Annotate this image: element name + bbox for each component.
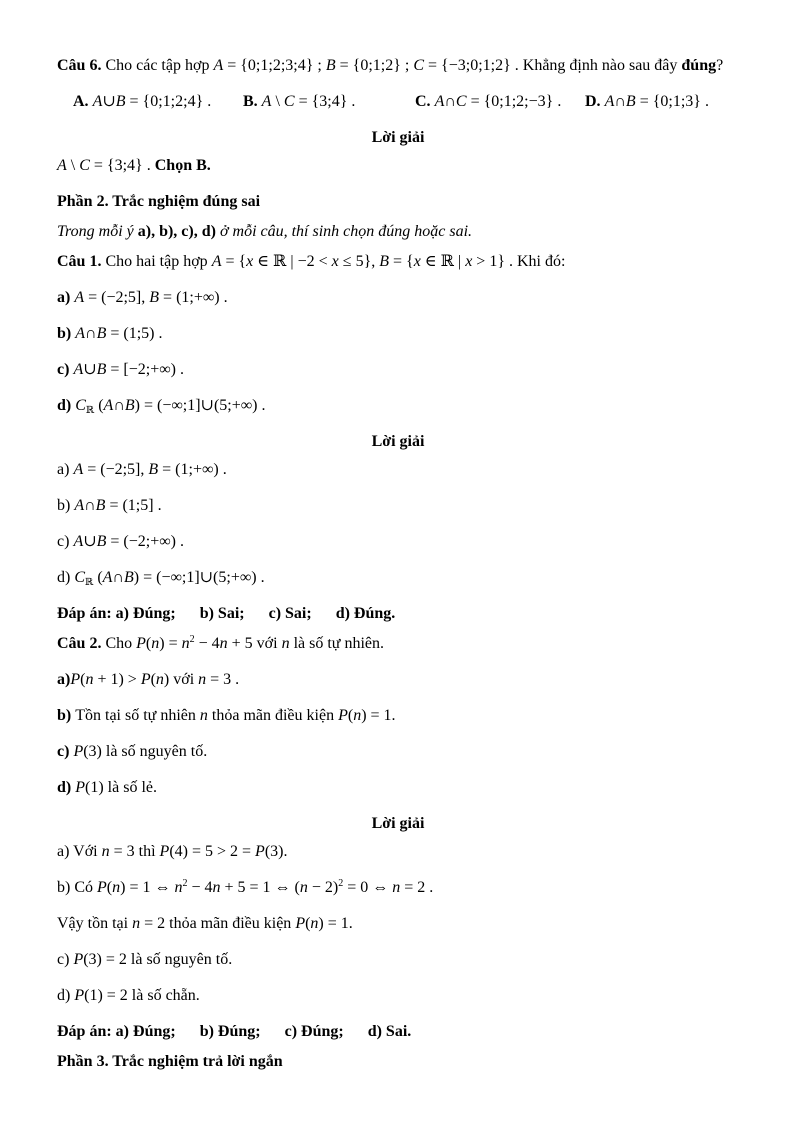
text-segment: A: [434, 93, 445, 110]
part2-heading: [57, 190, 739, 213]
text-segment: n: [212, 879, 221, 896]
text-segment: P: [338, 707, 348, 724]
text-segment: n: [310, 915, 319, 932]
text-segment: = {0;1;2;−3} .: [466, 93, 562, 110]
cau6-solution: [57, 154, 739, 177]
text-segment: đúng: [681, 57, 717, 74]
text-segment: d) Sai.: [367, 1023, 412, 1040]
text-segment: (: [347, 707, 354, 724]
text-segment: A: [75, 325, 86, 342]
cau2-solution-c: [57, 948, 739, 971]
text-segment: d): [57, 987, 75, 1004]
cau2-statement-c: [57, 740, 739, 763]
text-segment: ) = 1.: [361, 707, 396, 724]
text-segment: P: [70, 671, 81, 688]
cau2-statement-a: [57, 668, 739, 691]
text-segment: a): [57, 289, 75, 306]
text-segment: P: [75, 779, 86, 796]
text-segment: Câu 1.: [57, 253, 102, 270]
text-segment: n: [112, 879, 121, 896]
text-segment: C: [75, 397, 86, 414]
text-segment: Phần 3. Trắc nghiệm trả lời ngắn: [57, 1053, 283, 1070]
cau1-solution-d: [57, 566, 739, 589]
text-segment: Cho hai tập hợp: [101, 253, 212, 270]
cau6-question: [57, 54, 739, 77]
text-segment: P: [73, 951, 84, 968]
text-segment: A: [261, 93, 272, 110]
text-segment: (: [93, 569, 103, 586]
cau1-solution-b: [57, 494, 739, 517]
text-segment: B: [325, 57, 336, 74]
text-segment: a): [57, 461, 74, 478]
cau2-statement-b: [57, 704, 739, 727]
cau2-statement-d: [57, 776, 739, 799]
text-segment: = {3;4} .: [294, 93, 356, 110]
text-segment: A: [103, 397, 114, 414]
text-segment: = (−2;+∞) .: [106, 533, 184, 550]
text-segment: (4) = 5 > 2 =: [169, 843, 256, 860]
subscript: ℝ: [85, 577, 94, 588]
text-segment: = 2 thỏa mãn điều kiện: [140, 915, 296, 932]
text-segment: ∩: [113, 397, 125, 414]
text-segment: C: [283, 93, 295, 110]
text-segment: C: [79, 157, 90, 174]
text-segment: = {0;1;2;4} .: [125, 93, 212, 110]
text-segment: ∪: [83, 533, 97, 550]
text-segment: C: [413, 57, 425, 74]
text-segment: b): [57, 707, 76, 724]
text-segment: (3) = 2 là số nguyên tố.: [83, 951, 233, 968]
text-segment: b): [57, 497, 75, 514]
text-segment: = 2 .: [400, 879, 434, 896]
text-segment: n: [353, 707, 362, 724]
text-segment: = (1;5) .: [106, 325, 163, 342]
text-segment: ∩: [85, 325, 97, 342]
text-segment: d): [57, 779, 76, 796]
document-content: [57, 54, 739, 1073]
text-segment: B: [148, 461, 159, 478]
text-segment: ≤ 5},: [338, 253, 380, 270]
cau1-statement-b: [57, 322, 739, 345]
text-segment: (: [94, 397, 104, 414]
text-segment: là số lẻ.: [103, 779, 157, 796]
text-segment: B: [124, 397, 135, 414]
text-segment: A: [73, 533, 84, 550]
text-segment: = 3 .: [206, 671, 240, 688]
text-segment: x: [413, 253, 421, 270]
text-segment: thỏa mãn điều kiện: [207, 707, 339, 724]
text-segment: ở mỗi câu, thí sinh chọn đúng hoặc sai.: [215, 223, 473, 240]
text-segment: c) Sai;: [268, 605, 312, 622]
superscript: 2: [182, 878, 188, 889]
text-segment: ) = (−∞;1]∪(5;+∞) .: [134, 397, 266, 414]
text-segment: Câu 6.: [57, 57, 102, 74]
answer-option: [243, 90, 415, 113]
text-segment: c): [57, 361, 74, 378]
text-segment: = (1;+∞) .: [158, 461, 227, 478]
text-segment: \: [271, 93, 284, 110]
text-segment: A: [213, 57, 224, 74]
text-segment: (: [106, 879, 113, 896]
text-segment: P: [140, 671, 151, 688]
text-segment: ∩: [444, 93, 456, 110]
superscript: 2: [189, 634, 195, 645]
text-segment: B.: [243, 93, 262, 110]
text-segment: n: [155, 671, 164, 688]
text-segment: A: [211, 253, 222, 270]
cau2-solution-b: [57, 876, 739, 899]
text-segment: P: [136, 635, 146, 652]
text-segment: + 5 với: [227, 635, 282, 652]
text-segment: B: [379, 253, 390, 270]
text-segment: n: [101, 843, 110, 860]
text-segment: = {0;1;2;3;4}: [223, 57, 314, 74]
text-segment: ?: [716, 57, 724, 74]
text-segment: c) Đúng;: [284, 1023, 344, 1040]
text-segment: n: [181, 635, 190, 652]
text-segment: B: [95, 497, 106, 514]
text-segment: + 1) >: [93, 671, 141, 688]
text-segment: = {0;1;3} .: [635, 93, 709, 110]
text-segment: c): [57, 743, 74, 760]
answer-option: [415, 90, 585, 113]
part3-heading: [57, 1050, 739, 1073]
text-segment: ∈ ℝ | −2 <: [253, 253, 332, 270]
text-segment: b) Đúng;: [199, 1023, 261, 1040]
text-segment: ;: [400, 57, 414, 74]
text-segment: P: [97, 879, 107, 896]
text-segment: n: [219, 635, 228, 652]
cau2-answer: [57, 1020, 739, 1043]
text-segment: Chọn B.: [154, 157, 211, 174]
text-segment: b) Sai;: [199, 605, 245, 622]
text-segment: − 4: [187, 879, 213, 896]
cau1-answer: [57, 602, 739, 625]
text-segment: (3).: [264, 843, 288, 860]
text-segment: ∩: [84, 497, 96, 514]
text-segment: Câu 2.: [57, 635, 102, 652]
cau1-solution-c: [57, 530, 739, 553]
text-segment: là số tự nhiên.: [289, 635, 384, 652]
text-segment: \: [66, 157, 80, 174]
text-segment: n: [151, 635, 160, 652]
text-segment: A.: [73, 93, 93, 110]
text-segment: − 4: [194, 635, 220, 652]
text-segment: ) = (−∞;1]∪(5;+∞) .: [133, 569, 265, 586]
cau1-solution-a: [57, 458, 739, 481]
text-segment: x: [465, 253, 473, 270]
text-segment: = {3;4} .: [89, 157, 155, 174]
text-segment: = {−3;0;1;2} . Khẳng định nào sau đây: [424, 57, 682, 74]
text-segment: = {: [389, 253, 414, 270]
text-segment: P: [74, 987, 85, 1004]
cau2-solution-a: [57, 840, 739, 863]
cau1-statement-c: [57, 358, 739, 381]
cau2-solution-header: [57, 812, 739, 835]
text-segment: Lời giải: [371, 129, 425, 146]
text-segment: b): [57, 325, 76, 342]
text-segment: C.: [415, 93, 435, 110]
text-segment: B: [96, 533, 107, 550]
text-segment: (: [150, 671, 156, 688]
text-segment: Cho các tập hợp: [101, 57, 214, 74]
cau1-statement-d: [57, 394, 739, 417]
text-segment: Trong mỗi ý: [57, 223, 138, 240]
text-segment: n: [132, 915, 141, 932]
text-segment: n: [174, 879, 183, 896]
cau1-solution-header: [57, 430, 739, 453]
text-segment: = (−2;5],: [83, 461, 149, 478]
text-segment: x: [331, 253, 339, 270]
cau1-question: [57, 250, 739, 273]
text-segment: B: [625, 93, 636, 110]
text-segment: P: [255, 843, 265, 860]
text-segment: x: [246, 253, 254, 270]
text-segment: a): [57, 671, 71, 688]
text-segment: Vậy tồn tại: [57, 915, 133, 932]
text-segment: n: [281, 635, 290, 652]
text-segment: A: [73, 461, 84, 478]
text-segment: C: [74, 569, 85, 586]
text-segment: = [−2;+∞) .: [106, 361, 184, 378]
text-segment: B: [149, 289, 160, 306]
text-segment: + 5 = 1 ⇔ (: [220, 879, 300, 896]
text-segment: d): [57, 569, 75, 586]
text-segment: ) với: [163, 671, 199, 688]
text-segment: ;: [313, 57, 326, 74]
text-segment: c): [57, 533, 74, 550]
text-segment: (: [305, 915, 311, 932]
cau6-options: [57, 90, 739, 113]
text-segment: Đáp án: a) Đúng;: [57, 605, 176, 622]
text-segment: A: [73, 361, 84, 378]
text-segment: (1): [85, 779, 104, 796]
text-segment: = {0;1;2}: [335, 57, 401, 74]
answer-option: [585, 90, 709, 113]
text-segment: > 1} . Khi đó:: [472, 253, 566, 270]
text-segment: D.: [585, 93, 605, 110]
cau6-solution-header: [57, 126, 739, 149]
cau2-solution-d: [57, 984, 739, 1007]
text-segment: B: [96, 325, 107, 342]
text-segment: d): [57, 397, 76, 414]
text-segment: = {: [221, 253, 247, 270]
text-segment: B: [96, 361, 107, 378]
text-segment: n: [299, 879, 308, 896]
text-segment: A: [92, 93, 103, 110]
text-segment: ∪: [102, 93, 116, 110]
text-segment: c): [57, 951, 74, 968]
text-segment: A: [57, 157, 67, 174]
text-segment: − 2): [307, 879, 339, 896]
text-segment: A: [74, 497, 85, 514]
text-segment: n: [85, 671, 94, 688]
text-segment: (: [80, 671, 86, 688]
text-segment: B: [115, 93, 126, 110]
part2-note: [57, 220, 739, 243]
text-segment: Lời giải: [371, 433, 425, 450]
text-segment: = 0 ⇔: [343, 879, 393, 896]
text-segment: ∪: [83, 361, 97, 378]
answer-option: [73, 90, 243, 113]
text-segment: = (1;5] .: [105, 497, 162, 514]
superscript: 2: [338, 878, 344, 889]
text-segment: A: [604, 93, 615, 110]
text-segment: ) =: [159, 635, 182, 652]
text-segment: n: [199, 707, 208, 724]
text-segment: A: [74, 289, 85, 306]
text-segment: ∩: [614, 93, 626, 110]
cau2-solution-b2: [57, 912, 739, 935]
text-segment: ∈ ℝ |: [420, 253, 466, 270]
text-segment: Lời giải: [371, 815, 425, 832]
text-segment: (3): [83, 743, 102, 760]
text-segment: P: [73, 743, 84, 760]
text-segment: là số nguyên tố.: [101, 743, 208, 760]
text-segment: = (−2;5],: [84, 289, 150, 306]
text-segment: B: [123, 569, 134, 586]
text-segment: ) = 1.: [318, 915, 353, 932]
text-segment: = (1;+∞) .: [159, 289, 228, 306]
text-segment: (: [145, 635, 152, 652]
cau2-question: [57, 632, 739, 655]
text-segment: n: [198, 671, 207, 688]
text-segment: (1) = 2 là số chẵn.: [84, 987, 200, 1004]
text-segment: Tồn tại số tự nhiên: [75, 707, 200, 724]
text-segment: P: [295, 915, 306, 932]
text-segment: P: [159, 843, 170, 860]
text-segment: Đáp án: a) Đúng;: [57, 1023, 176, 1040]
text-segment: b) Có: [57, 879, 97, 896]
text-segment: = 3 thì: [109, 843, 160, 860]
text-segment: C: [455, 93, 467, 110]
subscript: ℝ: [85, 405, 95, 416]
text-segment: a), b), c), d): [137, 223, 216, 240]
text-segment: a) Với: [57, 843, 102, 860]
cau1-statement-a: [57, 286, 739, 309]
text-segment: ) = 1 ⇔: [120, 879, 175, 896]
text-segment: ∩: [112, 569, 124, 586]
text-segment: n: [392, 879, 401, 896]
text-segment: Phần 2. Trắc nghiệm đúng sai: [57, 193, 261, 210]
text-segment: A: [102, 569, 113, 586]
text-segment: d) Đúng.: [335, 605, 396, 622]
text-segment: Cho: [101, 635, 137, 652]
